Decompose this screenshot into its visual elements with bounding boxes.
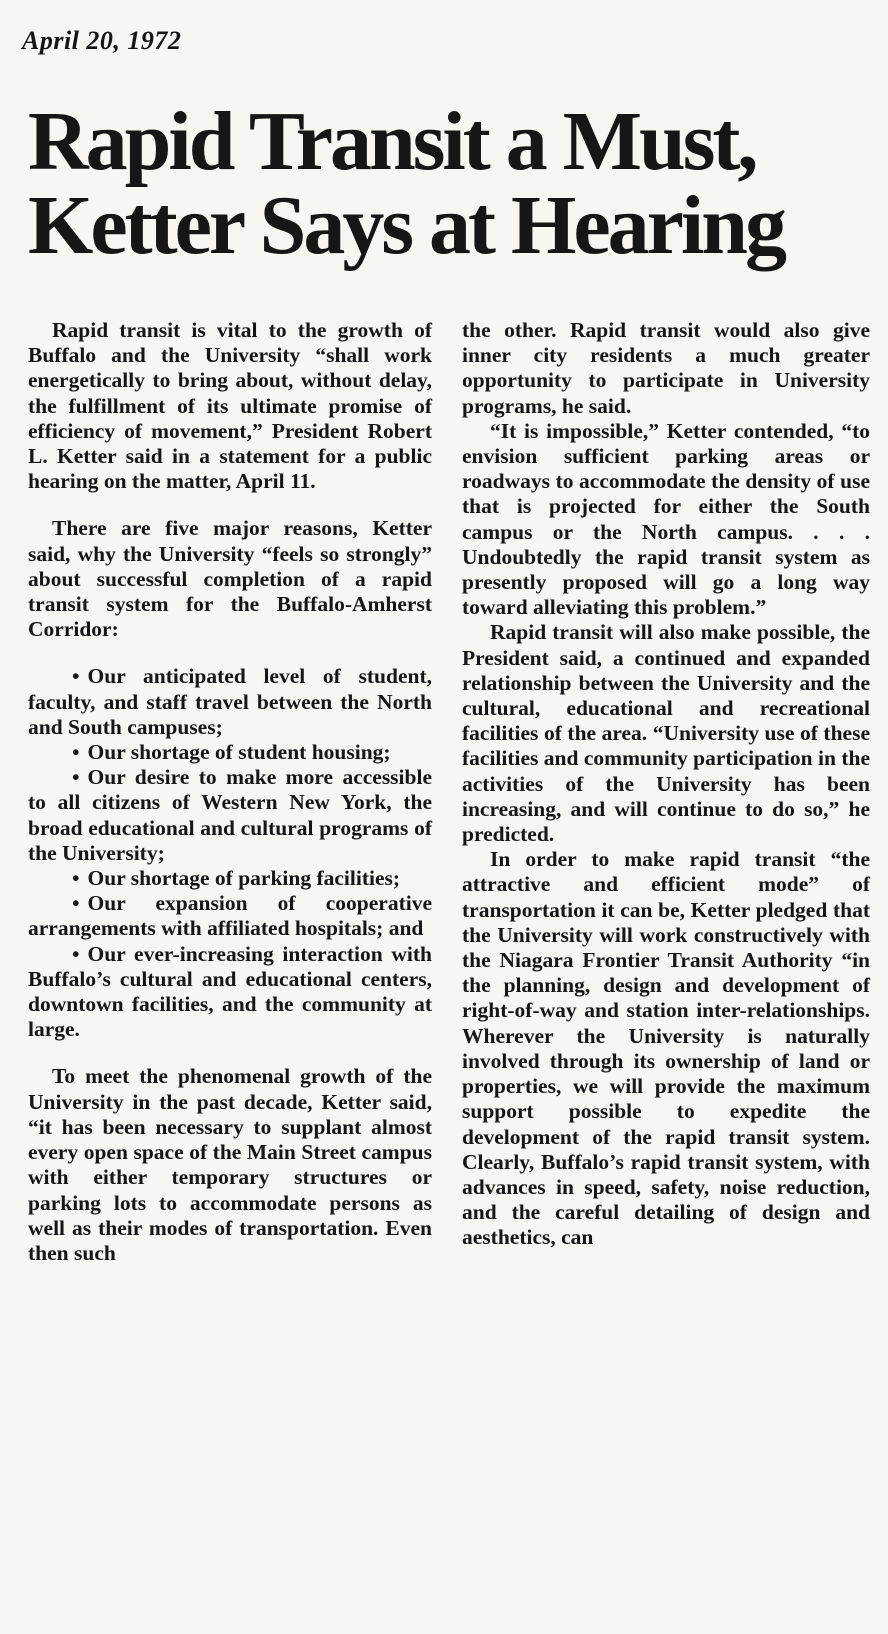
- paragraph-reasons: There are five major reasons, Ketter said, why the University “feels so strongly” about successful completion of a rapid transit system for the Buffalo-Amherst Corridor:: [28, 516, 432, 642]
- paragraph-relationship: Rapid transit will also make possible, the President said, a continued and expanded relationship between the University and the cultural, educational and recreational facilities of the area. “University use of these facilities and community participation in the activities of the University has been increasing, and will continue to do so,” he predicted.: [462, 620, 870, 847]
- reason-list-item: • Our desire to make more accessible to all citizens of Western New York, the broad educational and cultural programs of the University;: [28, 765, 432, 865]
- headline-line-2: Ketter Says at Hearing: [28, 179, 784, 272]
- reason-list-item: • Our anticipated level of student, faculty, and staff travel between the North and South campuses;: [28, 664, 432, 739]
- reason-list-item: • Our expansion of cooperative arrangements with affiliated hospitals; and: [28, 891, 432, 941]
- paragraph-parking-quote: “It is impossible,” Ketter contended, “to envision sufficient parking areas or roadways to accommodate the density of use that is projected for either the South campus or the North campus. . . . Undoubtedly the rapid transit system as presently proposed will go a long way toward alleviating this problem.”: [462, 418, 870, 620]
- bullet-icon: •: [72, 891, 80, 916]
- bullet-icon: •: [72, 866, 80, 891]
- reason-list-item: • Our shortage of student housing;: [28, 740, 432, 765]
- article-column-right: [462, 318, 870, 1251]
- article-column-left: [28, 318, 432, 1266]
- reason-list-item: • Our ever-increasing interaction with Buffalo’s cultural and educational centers, downtown facilities, and the community at large.: [28, 941, 432, 1042]
- paragraph-intro: Rapid transit is vital to the growth of Buffalo and the University “shall work energetically to bring about, without delay, the fulfillment of its ultimate promise of efficiency of movement,” President Robert L. Ketter said in a statement for a public hearing on the matter, April 11.: [28, 318, 432, 494]
- bullet-icon: •: [72, 765, 80, 790]
- bullet-icon: •: [72, 664, 80, 689]
- bullet-icon: •: [72, 740, 80, 765]
- paragraph-continued: the other. Rapid transit would also give inner city residents a much greater opportunity to participate in University programs, he said.: [462, 318, 870, 418]
- paragraph-growth: To meet the phenomenal growth of the University in the past decade, Ketter said, “it has been necessary to supplant almost every open space of the Main Street campus with either temporary structures or parking lots to accommodate persons as well as their modes of transportation. Even then such: [28, 1064, 432, 1265]
- headline-line-1: Rapid Transit a Must,: [28, 95, 756, 188]
- reason-list-item: • Our shortage of parking facilities;: [28, 866, 432, 891]
- publication-date: April 20, 1972: [22, 26, 182, 55]
- paragraph-pledge: In order to make rapid transit “the attractive and efficient mode” of transportation it can be, Ketter pledged that the University will work constructively with the Niagara Frontier Transit Authority “in the planning, design and development of right-of-way and station inter-relationships. Wherever the University is naturally involved through its ownership of land or properties, we will provide the maximum support possible to expedite the development of the rapid transit system. Clearly, Buffalo’s rapid transit system, with advances in speed, safety, noise reduction, and the careful detailing of design and aesthetics, can: [462, 847, 870, 1250]
- bullet-icon: •: [72, 941, 80, 966]
- article-headline: [28, 95, 878, 272]
